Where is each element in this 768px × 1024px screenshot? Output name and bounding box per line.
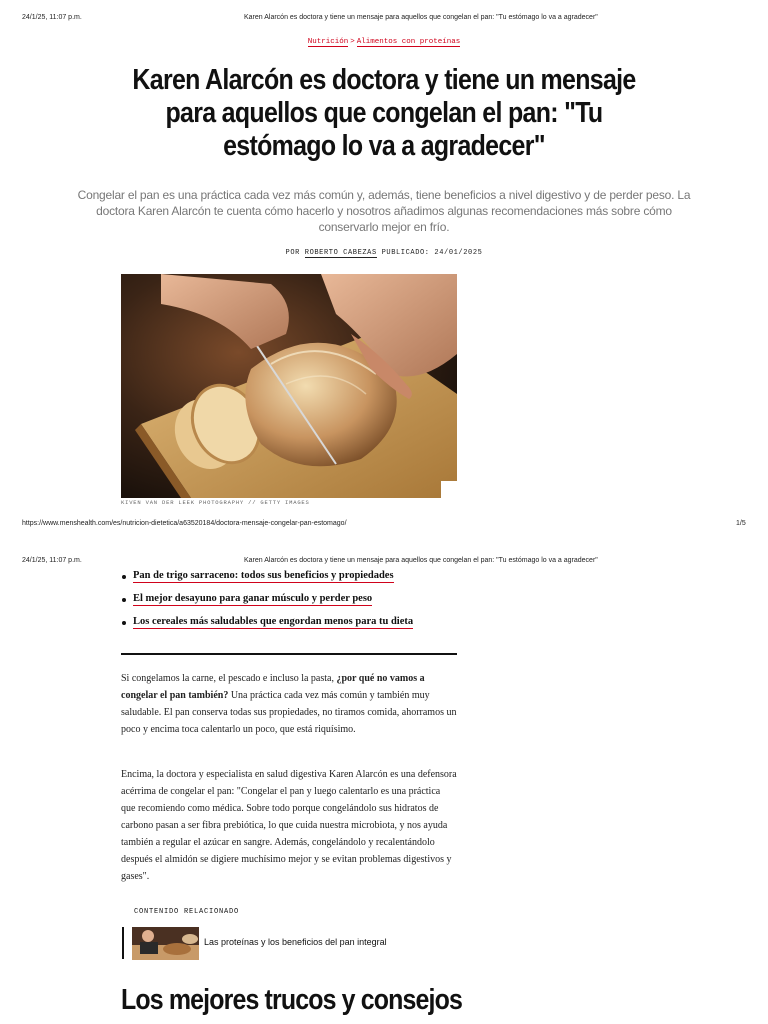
body-paragraph: Si congelamos la carne, el pescado e incluso la pasta, ¿por qué no vamos a congelar el pan también? Una práctica cada vez más común y también muy saludable. El pan conserva todas sus propiedades, no tiramos comida, ahorramos un poco y encima toca calentarlo un poco, que está riquísimo.	[121, 673, 457, 735]
image-credit: KIVEN VAN DER LEEK PHOTOGRAPHY // GETTY IMAGES	[121, 499, 310, 506]
bread-illustration	[121, 274, 457, 498]
breadcrumb-category[interactable]: Nutrición	[307, 38, 349, 46]
article-subtitle: Congelar el pan es una práctica cada vez más común y, además, tiene beneficios a nivel digestivo y de perder peso. La doctora Karen Alarcón te cuenta cómo hacerlo y nosotros añadimos algunas recomendaciones más sobre cómo conservarlo mejor en frío.	[77, 188, 691, 234]
related-link[interactable]: El mejor desayuno para ganar músculo y perder peso	[121, 593, 461, 616]
print-date: 24/1/25, 11:07 p.m.	[22, 14, 82, 21]
print-date: 24/1/25, 11:07 p.m.	[22, 557, 82, 564]
related-links-list	[121, 570, 461, 639]
breadcrumb	[0, 38, 768, 46]
divider	[121, 653, 457, 655]
print-url: https://www.menshealth.com/es/nutricion-dietetica/a63520184/doctora-mensaje-congelar-pan-estomago/	[22, 520, 347, 527]
byline	[0, 249, 768, 257]
print-doc-title: Karen Alarcón es doctora y tiene un mensaje para aquellos que congelan el pan: "Tu estómago lo va a agradecer"	[244, 557, 598, 564]
related-content-bar	[122, 927, 124, 959]
body-paragraph: Encima, la doctora y especialista en salud digestiva Karen Alarcón es una defensora acérrima de congelar el pan: "Congelar el pan y luego calentarlo es una práctica que recomiendo como médica. Sobre todo porque congelándolo sus hidratos de carbono pasan a ser fibra prebiótica, lo que cuida nuestra microbiota, y nos ayuda también a regular el azúcar en sangre. Además, congelándolo y recalentándolo después el almidón se digiere muchísimo mejor y se evitan problemas digestivos y gases".	[121, 769, 457, 882]
related-thumbnail-image	[132, 927, 199, 960]
print-page-number: 1/5	[736, 520, 746, 527]
published-date: 24/01/2025	[434, 249, 483, 257]
related-link[interactable]: Los cereales más saludables que engordan menos para tu dieta	[121, 616, 461, 639]
related-content-heading: CONTENIDO RELACIONADO	[134, 908, 240, 916]
hero-image	[121, 274, 457, 498]
related-content-link[interactable]: Las proteínas y los beneficios del pan integral	[204, 937, 387, 947]
page-title: Karen Alarcón es doctora y tiene un mensaje para aquellos que congelan el pan: "Tu estómago lo va a agradecer"	[132, 64, 636, 162]
related-content-thumbnail[interactable]	[132, 927, 199, 960]
related-link[interactable]: Pan de trigo sarraceno: todos sus beneficios y propiedades	[121, 570, 461, 593]
body-emphasis: ¿por qué no vamos a congelar el pan también?	[121, 673, 425, 701]
print-doc-title: Karen Alarcón es doctora y tiene un mensaje para aquellos que congelan el pan: "Tu estómago lo va a agradecer"	[244, 14, 598, 21]
published-label: PUBLICADO:	[381, 249, 430, 257]
breadcrumb-separator: >	[350, 38, 355, 46]
section-heading: Los mejores trucos y consejos	[121, 984, 462, 1016]
byline-prefix: POR	[285, 249, 300, 257]
author-link[interactable]: ROBERTO CABEZAS	[304, 249, 377, 257]
breadcrumb-subcategory[interactable]: Alimentos con proteínas	[356, 38, 461, 46]
